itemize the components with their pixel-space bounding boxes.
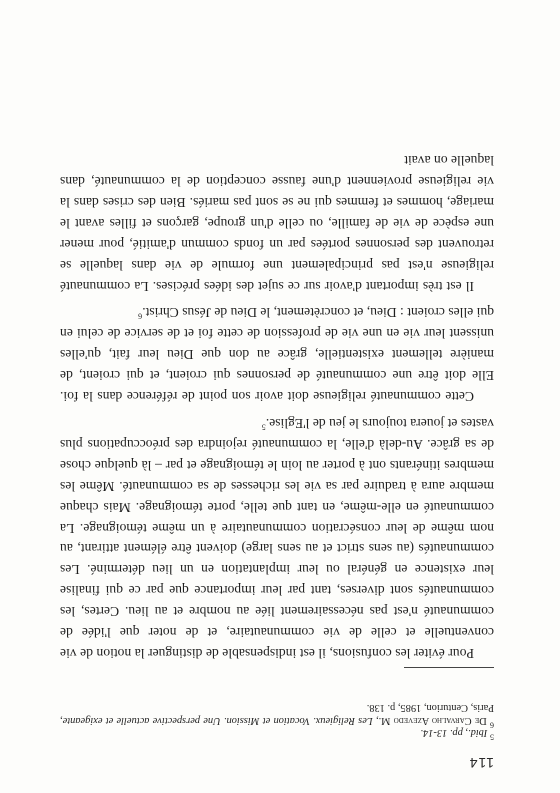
footnote-rule (404, 667, 494, 668)
footnote-6-publication: , Paris, Centurion, 1985, p. 138. (60, 702, 494, 726)
body-text (60, 143, 494, 663)
paragraph-1-text: Pour éviter les confusions, il est indispensable de distinguer la notion de vie conventuelle et celle de vie communautaire, et de noter que l'idée de communauté n'est pas nécessairement liée au nombre et au lieu. Certes, les communautés sont diverses, tant par leur importance que par ce qui finalise leur existence en général ou leur implantation en un lieu déterminé. Les communautés (au sens strict et au sens large) doivent être élément attirant, au nom même de leur consécration communautaire à un même témoignage. La communauté en elle-même, en tant que telle, porte témoignage. Mais chaque membre aura à traduire par sa vie les richesses de sa communauté. Même les membres itinérants ont à porter au loin le témoignage et par – là quelque chose de sa grâce. Au-delà d'elle, la communauté rejoindra des préoccupations plus vastes et jouera toujours le jeu de l'Eglise. (60, 416, 494, 661)
page-number: 114 (468, 755, 494, 771)
paragraph-3 (60, 149, 494, 295)
footnotes (60, 701, 494, 742)
footnote-5-text: Ibid., pp. 13-14. (420, 727, 488, 738)
footnote-number: 6 (490, 720, 494, 730)
paragraph-2 (60, 302, 494, 407)
footnote-ref-6: 6 (138, 312, 143, 322)
footnote-6-author: De Carvalho Azevedo M. (378, 714, 487, 726)
footnote-6-title: Les Religieux. Vocation et Mission. Une perspective actuelle et exigeante (62, 714, 373, 726)
paragraph-2-text: Cette communauté religieuse doit avoir son point de référence dans la foi. Elle doit être une communauté de personnes qui croient, et qui croient, de manière tellement existentielle, grâce au don que Dieu leur fait, qu'elles unissent leur vie en une vie de profession de cette foi et de service de celui en qui elles croient : Dieu, et concrètement, le Dieu de Jésus Christ. (60, 305, 494, 405)
footnote-5 (60, 726, 494, 742)
paragraph-3-text: Il est très important d'avoir sur ce sujet des idées précises. La communauté religieuse n'est pas principalement une formule de vie dans laquelle se retrouvent des personnes portées par un fonds commun d'amitié, pour mener une espèce de vie de famille, ou celle d'un groupe, garçons et filles avant le mariage, hommes et femmes qui ne se sont pas mariés. Bien des crises dans la vie religieuse proviennent d'une fausse conception de la communauté, dans laquelle on avait (60, 153, 494, 294)
paragraph-1 (60, 412, 494, 663)
footnote-number: 5 (490, 732, 494, 742)
footnote-ref-5: 5 (261, 422, 266, 432)
footnote-6: $^6$ De Carvalho Azevedo M., Les Religieux. Vocation et Mission. Une perspective actuelle et exigeante, Paris, Centurion, 1985, p. 138. (60, 702, 494, 730)
